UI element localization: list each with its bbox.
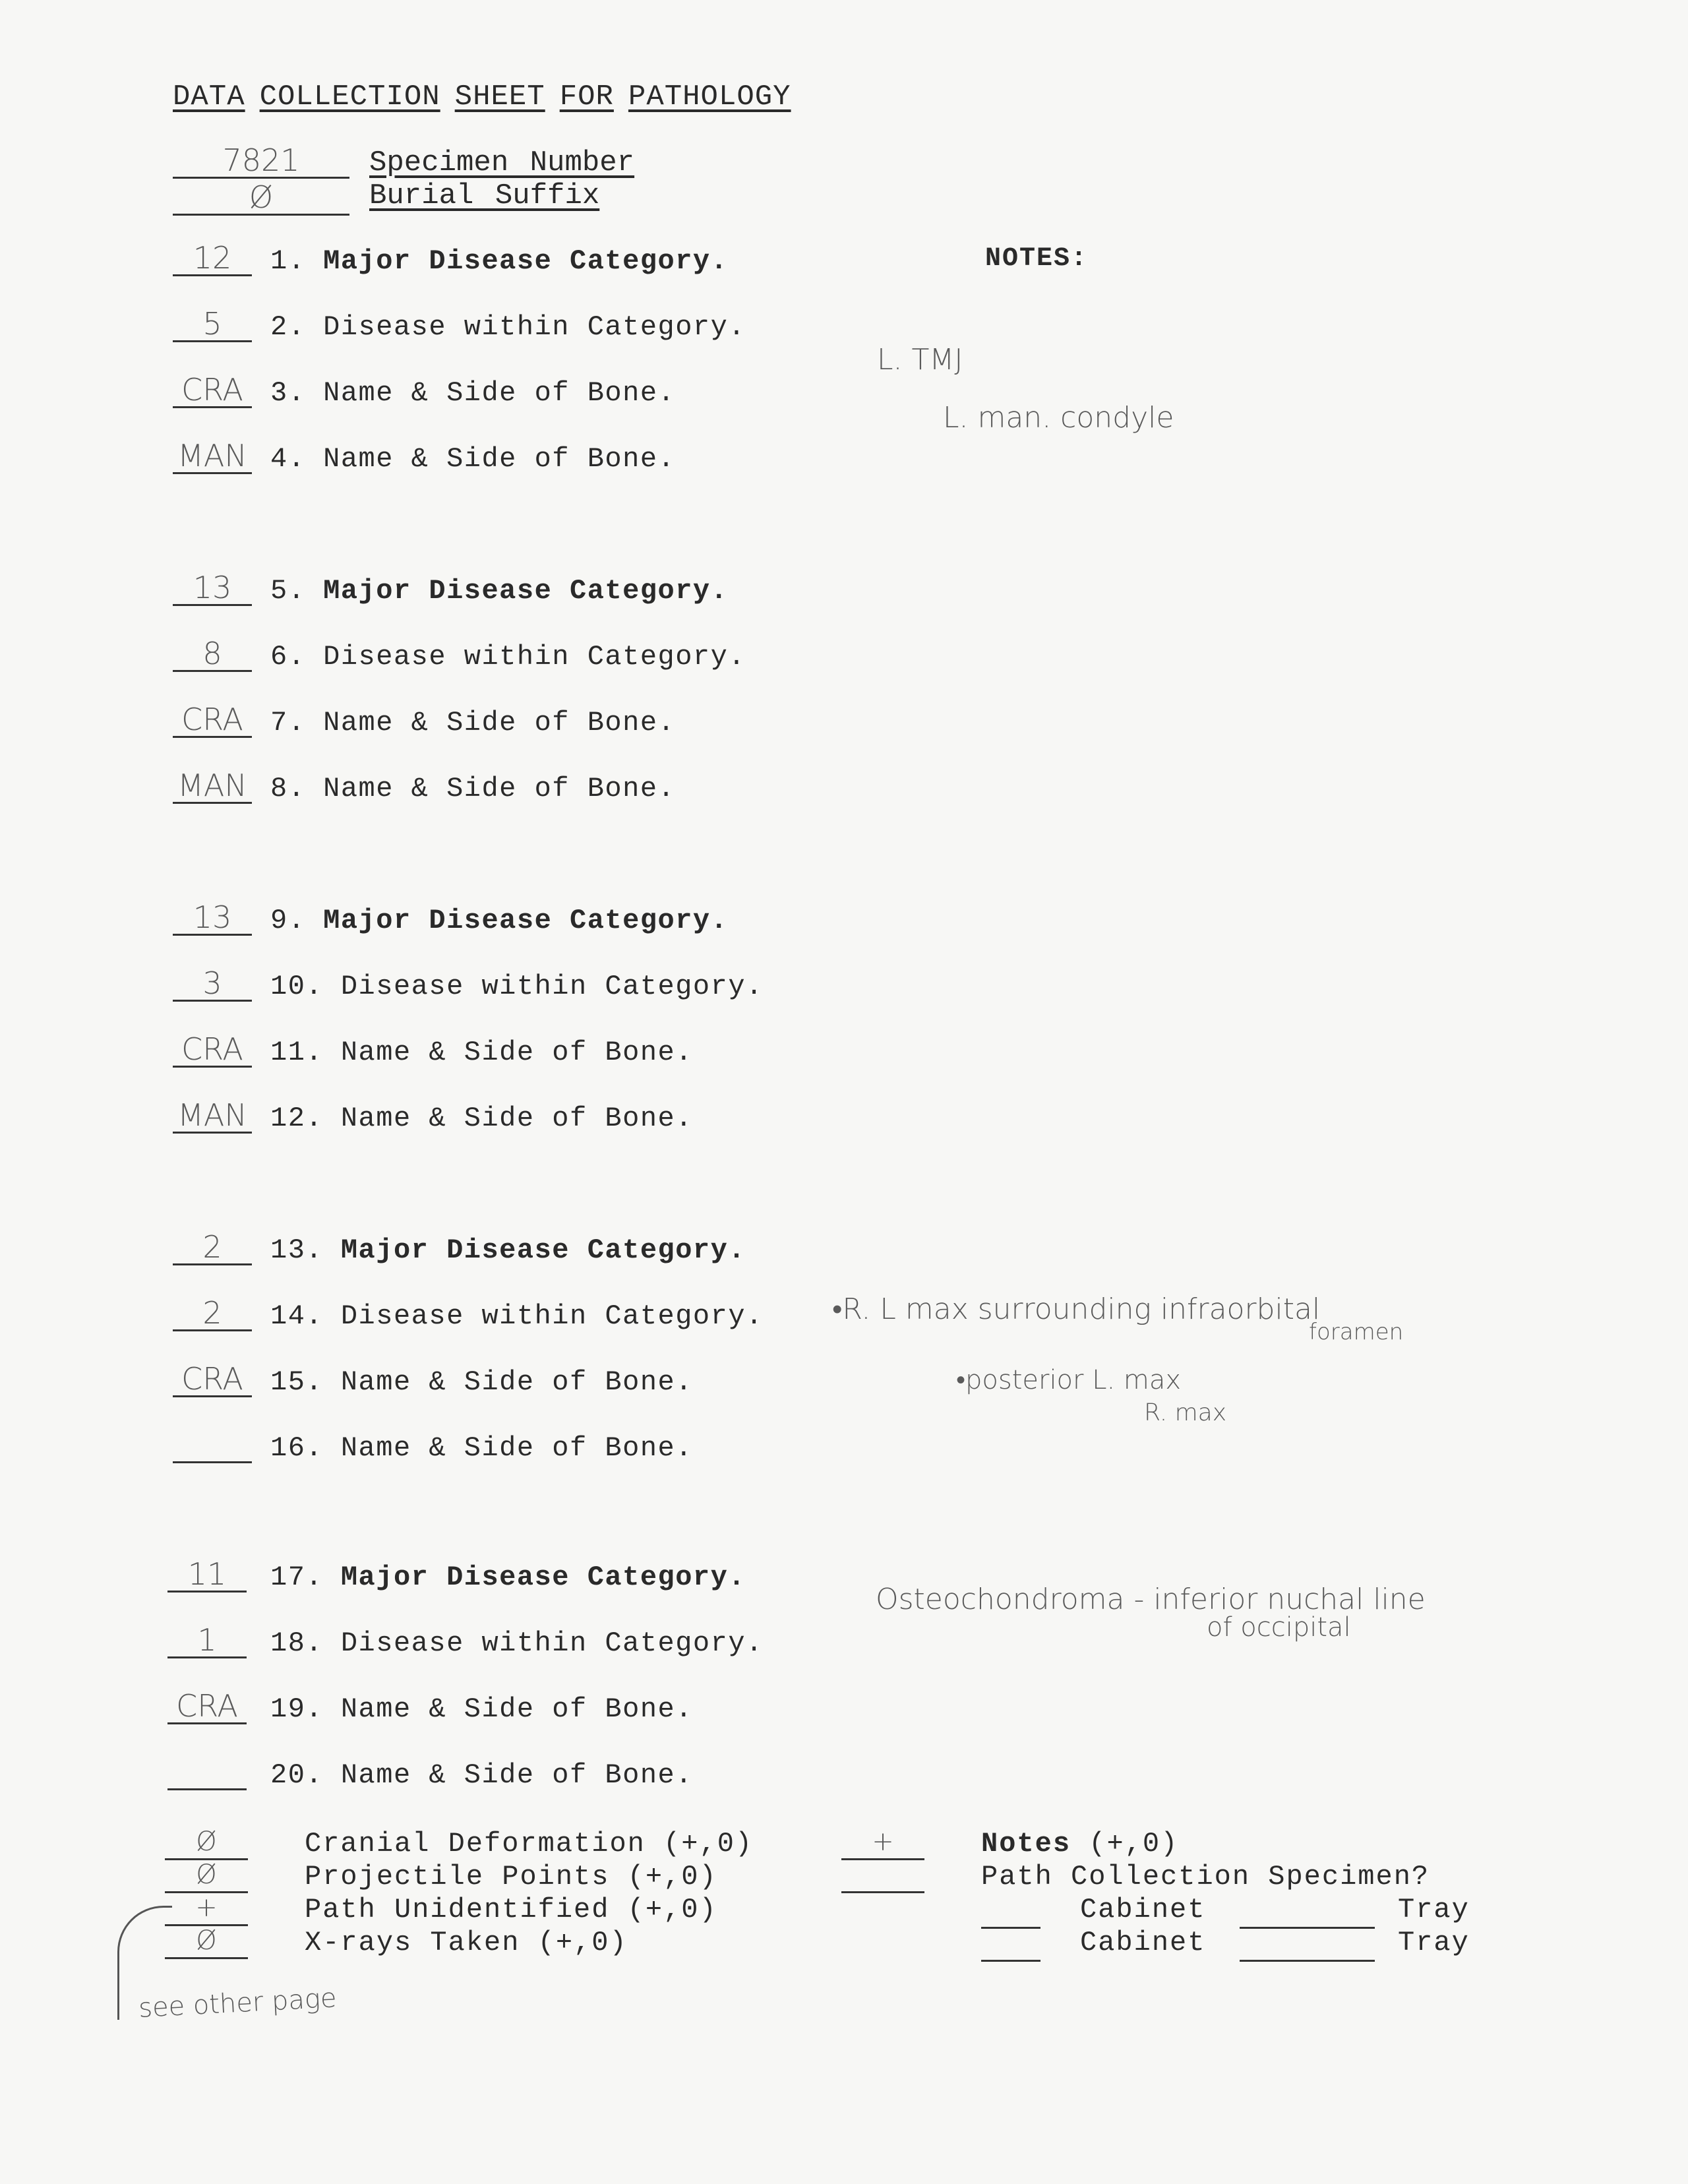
entry-row (270, 1037, 693, 1068)
entry-number: 13. (270, 1234, 324, 1266)
cabinet-field[interactable] (981, 1894, 1040, 1929)
path-collection-label: Path Collection Specimen? (981, 1861, 1430, 1893)
entry-value-field[interactable] (173, 1424, 252, 1463)
entry-label: Name & Side of Bone. (323, 443, 676, 475)
entry-label: Name & Side of Bone. (340, 1432, 693, 1464)
burial-suffix-label: Burial Suffix (369, 179, 600, 212)
entry-label: Disease within Category. (340, 1300, 764, 1332)
tray-field[interactable] (1240, 1927, 1375, 1962)
entry-row (270, 1693, 693, 1725)
checklist-value-field[interactable]: + (165, 1891, 248, 1926)
note-line: L. TMJ (877, 343, 963, 377)
entry-number: 19. (270, 1693, 324, 1725)
note-line: L. man. condyle (943, 401, 1174, 435)
entry-value-field[interactable]: 8 (173, 633, 252, 672)
entry-value-field[interactable]: CRA (173, 369, 252, 408)
cabinet-label: Cabinet (1080, 1894, 1206, 1926)
entry-value-field[interactable]: 2 (173, 1292, 252, 1331)
tray-field[interactable] (1240, 1894, 1375, 1929)
notes-heading: NOTES: (985, 244, 1089, 274)
entry-number: 20. (270, 1759, 324, 1791)
entry-label: Disease within Category. (323, 641, 746, 673)
title-word: SHEET (454, 80, 545, 113)
entry-number: 8. (270, 773, 306, 804)
entry-label: Major Disease Category. (323, 575, 729, 607)
entry-value-field[interactable] (167, 1751, 247, 1790)
tray-label: Tray (1398, 1927, 1470, 1958)
entry-label: Name & Side of Bone. (323, 377, 676, 409)
checklist-label: Cranial Deformation (+,0) (305, 1828, 754, 1860)
entry-number: 3. (270, 377, 306, 409)
note-line: •posterior L. max (956, 1365, 1182, 1395)
entry-label: Name & Side of Bone. (323, 707, 676, 739)
entry-number: 17. (270, 1562, 324, 1593)
entry-value-field[interactable]: MAN (173, 765, 252, 804)
entry-row (270, 311, 746, 343)
entry-number: 6. (270, 641, 306, 673)
notes-flag-label (981, 1828, 1178, 1860)
entry-value-field[interactable]: 12 (173, 237, 252, 276)
checklist-value-field[interactable]: Ø (165, 1825, 248, 1860)
checklist-label: Projectile Points (+,0) (305, 1861, 717, 1893)
entry-label: Name & Side of Bone. (340, 1759, 693, 1791)
entry-label: Name & Side of Bone. (340, 1693, 693, 1725)
note-line: of occipital (1207, 1612, 1351, 1643)
entry-row (270, 1432, 693, 1464)
title-word: FOR (559, 80, 614, 113)
entry-row (270, 1759, 693, 1791)
entry-number: 4. (270, 443, 306, 475)
entry-label: Disease within Category. (323, 311, 746, 343)
entry-value-field[interactable]: MAN (173, 1095, 252, 1134)
entry-number: 5. (270, 575, 306, 607)
note-line: Osteochondroma - inferior nuchal line (876, 1583, 1426, 1616)
entry-row (270, 1300, 764, 1332)
entry-row (270, 1234, 746, 1266)
entry-value-field[interactable]: 13 (173, 567, 252, 606)
entry-value-field[interactable]: 11 (167, 1554, 247, 1592)
entry-number: 18. (270, 1627, 324, 1659)
entry-label: Name & Side of Bone. (340, 1366, 693, 1398)
checklist-value-field[interactable]: Ø (165, 1858, 248, 1893)
entry-value-field[interactable]: 2 (173, 1227, 252, 1265)
entry-number: 15. (270, 1366, 324, 1398)
entry-row (270, 377, 675, 409)
entry-label: Name & Side of Bone. (340, 1103, 693, 1134)
sheet-title (173, 80, 806, 113)
entry-label: Major Disease Category. (340, 1234, 746, 1266)
entry-number: 12. (270, 1103, 324, 1134)
entry-value-field[interactable]: 13 (173, 897, 252, 936)
notes-label: Notes (981, 1828, 1071, 1860)
note-line: foramen (1309, 1319, 1404, 1345)
notes-suffix: (+,0) (1089, 1828, 1179, 1860)
entry-number: 11. (270, 1037, 324, 1068)
specimen-number-field[interactable]: 7821 (173, 140, 349, 179)
entry-label: Major Disease Category. (323, 245, 729, 277)
entry-value-field[interactable]: CRA (173, 699, 252, 738)
entry-value-field[interactable]: CRA (167, 1685, 247, 1724)
entry-label: Major Disease Category. (340, 1562, 746, 1593)
entry-value-field[interactable]: 1 (167, 1620, 247, 1658)
burial-suffix-field[interactable]: Ø (173, 177, 349, 216)
entry-label: Name & Side of Bone. (323, 773, 676, 804)
entry-value-field[interactable]: MAN (173, 435, 252, 474)
entry-row (270, 443, 675, 475)
cabinet-label: Cabinet (1080, 1927, 1206, 1958)
title-word: PATHOLOGY (628, 80, 791, 113)
checklist-label: X-rays Taken (+,0) (305, 1927, 628, 1958)
entry-number: 1. (270, 245, 306, 277)
path-collection-field[interactable] (841, 1858, 924, 1893)
entry-row (270, 971, 764, 1002)
notes-flag-field[interactable]: + (841, 1825, 924, 1860)
entry-row (270, 1366, 693, 1398)
entry-label: Major Disease Category. (323, 905, 729, 936)
entry-number: 9. (270, 905, 306, 936)
entry-row (270, 773, 675, 804)
entry-row (270, 641, 746, 673)
note-line: R. max (1144, 1399, 1227, 1426)
entry-number: 7. (270, 707, 306, 739)
entry-label: Disease within Category. (340, 1627, 764, 1659)
entry-number: 16. (270, 1432, 324, 1464)
entry-label: Disease within Category. (340, 971, 764, 1002)
specimen-number-label: Specimen Number (369, 146, 635, 179)
entry-row (270, 707, 675, 739)
entry-value-field[interactable]: 5 (173, 303, 252, 342)
entry-row (270, 905, 728, 936)
entry-value-field[interactable]: CRA (173, 1029, 252, 1068)
entry-row (270, 1627, 764, 1659)
entry-value-field[interactable]: 3 (173, 963, 252, 1002)
entry-number: 2. (270, 311, 306, 343)
checklist-label: Path Unidentified (+,0) (305, 1894, 717, 1926)
cabinet-field[interactable] (981, 1927, 1040, 1962)
entry-row (270, 1562, 746, 1593)
title-word: DATA (173, 80, 245, 113)
note-line: •R. L max surrounding infraorbital (832, 1292, 1321, 1326)
entry-value-field[interactable]: CRA (173, 1358, 252, 1397)
title-word: COLLECTION (259, 80, 440, 113)
entry-row (270, 1103, 693, 1134)
checklist-value-field[interactable]: Ø (165, 1924, 248, 1959)
entry-row (270, 575, 728, 607)
entry-label: Name & Side of Bone. (340, 1037, 693, 1068)
tray-label: Tray (1398, 1894, 1470, 1926)
entry-row (270, 245, 728, 277)
margin-note: see other page (138, 1983, 338, 2024)
entry-number: 14. (270, 1300, 324, 1332)
entry-number: 10. (270, 971, 324, 1002)
